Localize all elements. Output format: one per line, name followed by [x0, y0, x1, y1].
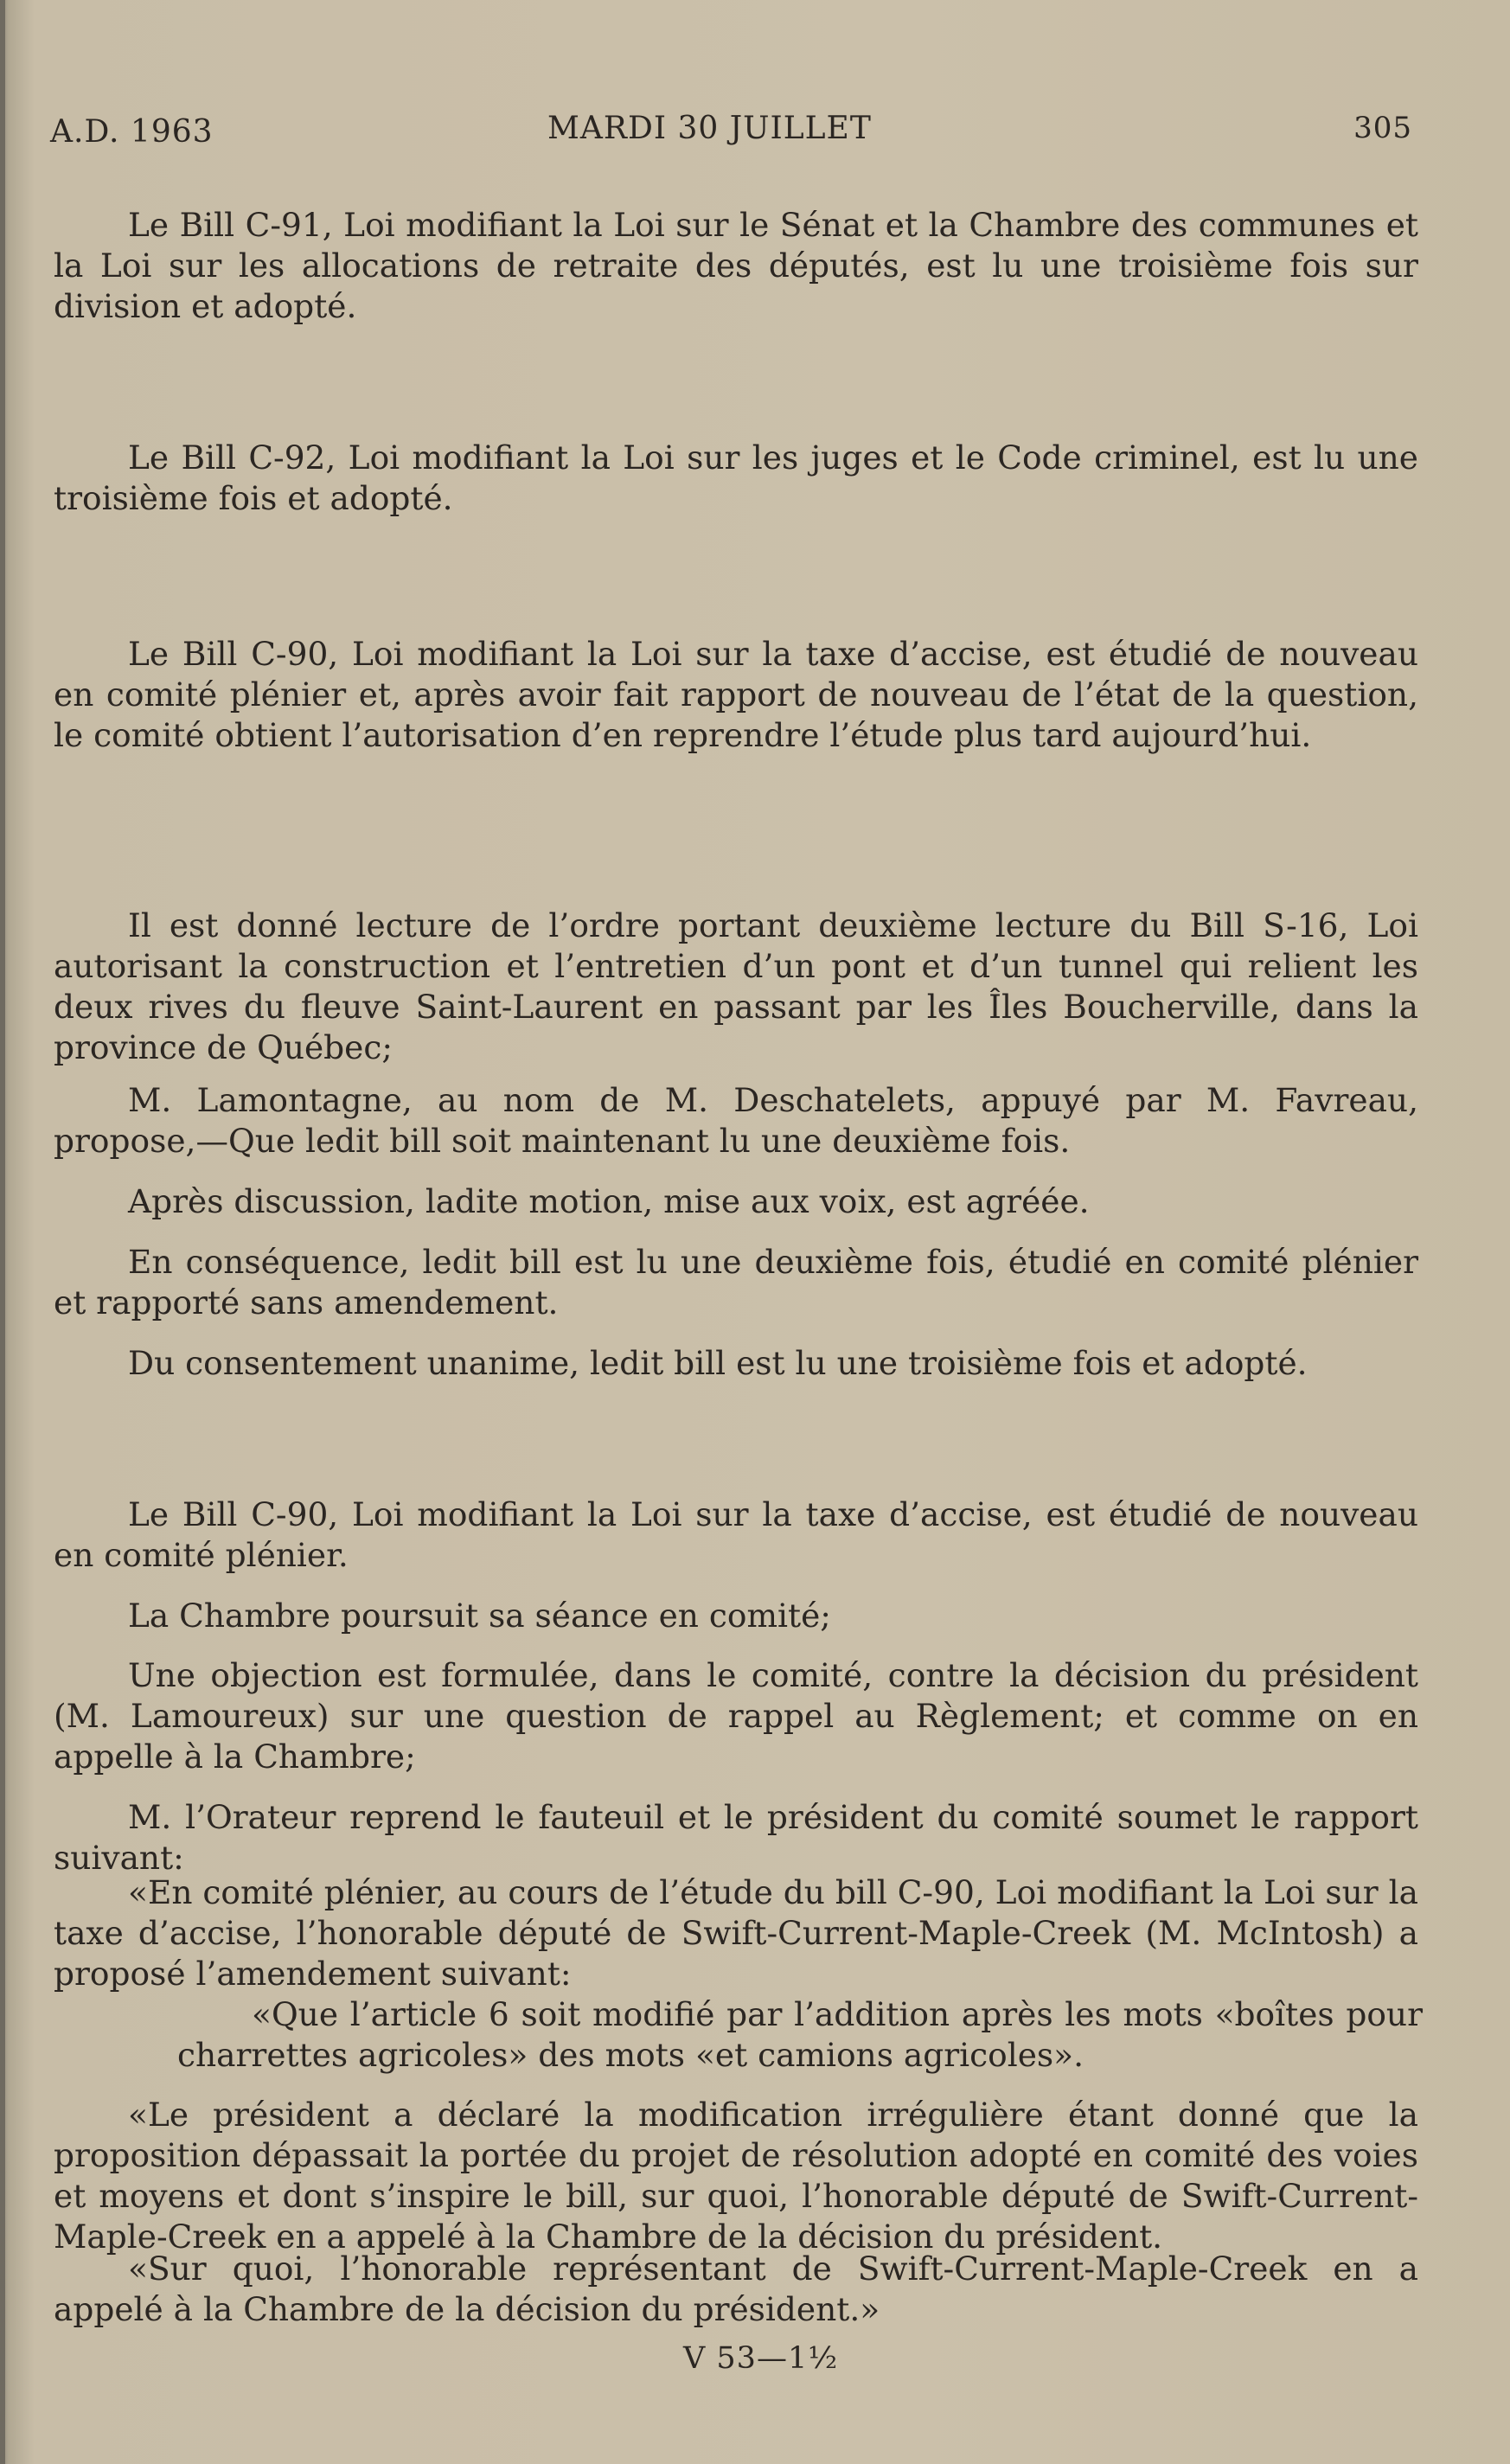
paragraph-objection: Une objection est formulée, dans le comité, contre la décision du président (M. Lamoureux) sur une question de rappel au Règlement; et comme on en appelle à la Chambre; — [54, 1656, 1418, 1776]
paragraph-motion: M. Lamontagne, au nom de M. Deschatelets, appuyé par M. Favreau, propose,—Que ledit bill soit maintenant lu une deuxième fois. — [54, 1081, 1418, 1160]
paragraph-bill-c90-first: Le Bill C-90, Loi modifiant la Loi sur la taxe d’accise, est étudié de nouveau en comité plénier et, après avoir fait rapport de nouveau de l’état de la question, le comité obtient l’autorisation d’en reprendre l’étude plus tard aujourd’hui. — [54, 635, 1418, 754]
binding-edge — [0, 0, 5, 2464]
page-signature: V 53—1½ — [683, 2341, 839, 2376]
paragraph-third-reading: Du consentement unanime, ledit bill est lu une troisième fois et adopté. — [128, 1344, 1308, 1382]
quoted-amendment: «Que l’article 6 soit modifié par l’addition après les mots «boîtes pour charrettes agricoles» des mots «et camions agricoles». — [177, 1995, 1423, 2074]
paragraph-motion-agreed: Après discussion, ladite motion, mise aux voix, est agréée. — [128, 1182, 1090, 1220]
header-year: A.D. 1963 — [50, 114, 214, 150]
paragraph-second-reading: En conséquence, ledit bill est lu une deuxième fois, étudié en comité plénier et rapporté sans amendement. — [54, 1243, 1418, 1322]
paragraph-bill-c91: Le Bill C-91, Loi modifiant la Loi sur le Sénat et la Chambre des communes et la Loi sur les allocations de retraite des députés, est lu une troisième fois sur division et adopté. — [54, 206, 1418, 325]
paragraph-committee-sitting: La Chambre poursuit sa séance en comité; — [128, 1597, 831, 1635]
paragraph-ruling: «Le président a déclaré la modification irrégulière étant donné que la proposition dépassait la portée du projet de résolution adopté en comité des voies et moyens et dont s’inspire le bill, sur quoi, l’honorable député de Swift-Current-Maple-Creek en a appelé à la Chambre de la décision du président. — [54, 2096, 1418, 2256]
page-header — [50, 111, 1412, 154]
paragraph-committee-report: «En comité plénier, au cours de l’étude du bill C-90, Loi modifiant la Loi sur la taxe d’accise, l’honorable député de Swift-Current-Maple-Creek (M. McIntosh) a proposé l’amendement suivant: — [54, 1873, 1418, 1993]
paragraph-speaker-report: M. l’Orateur reprend le fauteuil et le président du comité soumet le rapport suivant: — [54, 1798, 1418, 1877]
paragraph-bill-c92: Le Bill C-92, Loi modifiant la Loi sur les juges et le Code criminel, est lu une troisième fois et adopté. — [54, 438, 1418, 517]
paragraph-appeal: «Sur quoi, l’honorable représentant de Swift-Current-Maple-Creek en a appelé à la Chambre de la décision du président.» — [54, 2250, 1418, 2328]
paragraph-bill-c90-second: Le Bill C-90, Loi modifiant la Loi sur la taxe d’accise, est étudié de nouveau en comité plénier. — [54, 1495, 1418, 1574]
page-number: 305 — [1353, 111, 1412, 145]
paragraph-bill-s16-reading: Il est donné lecture de l’ordre portant deuxième lecture du Bill S-16, Loi autorisant la construction et l’entretien d’un pont et d’un tunnel qui relient les deux rives du fleuve Saint-Laurent en passant par les Îles Boucherville, dans la province de Québec; — [54, 906, 1418, 1066]
header-date: MARDI 30 JUILLET — [547, 111, 872, 146]
